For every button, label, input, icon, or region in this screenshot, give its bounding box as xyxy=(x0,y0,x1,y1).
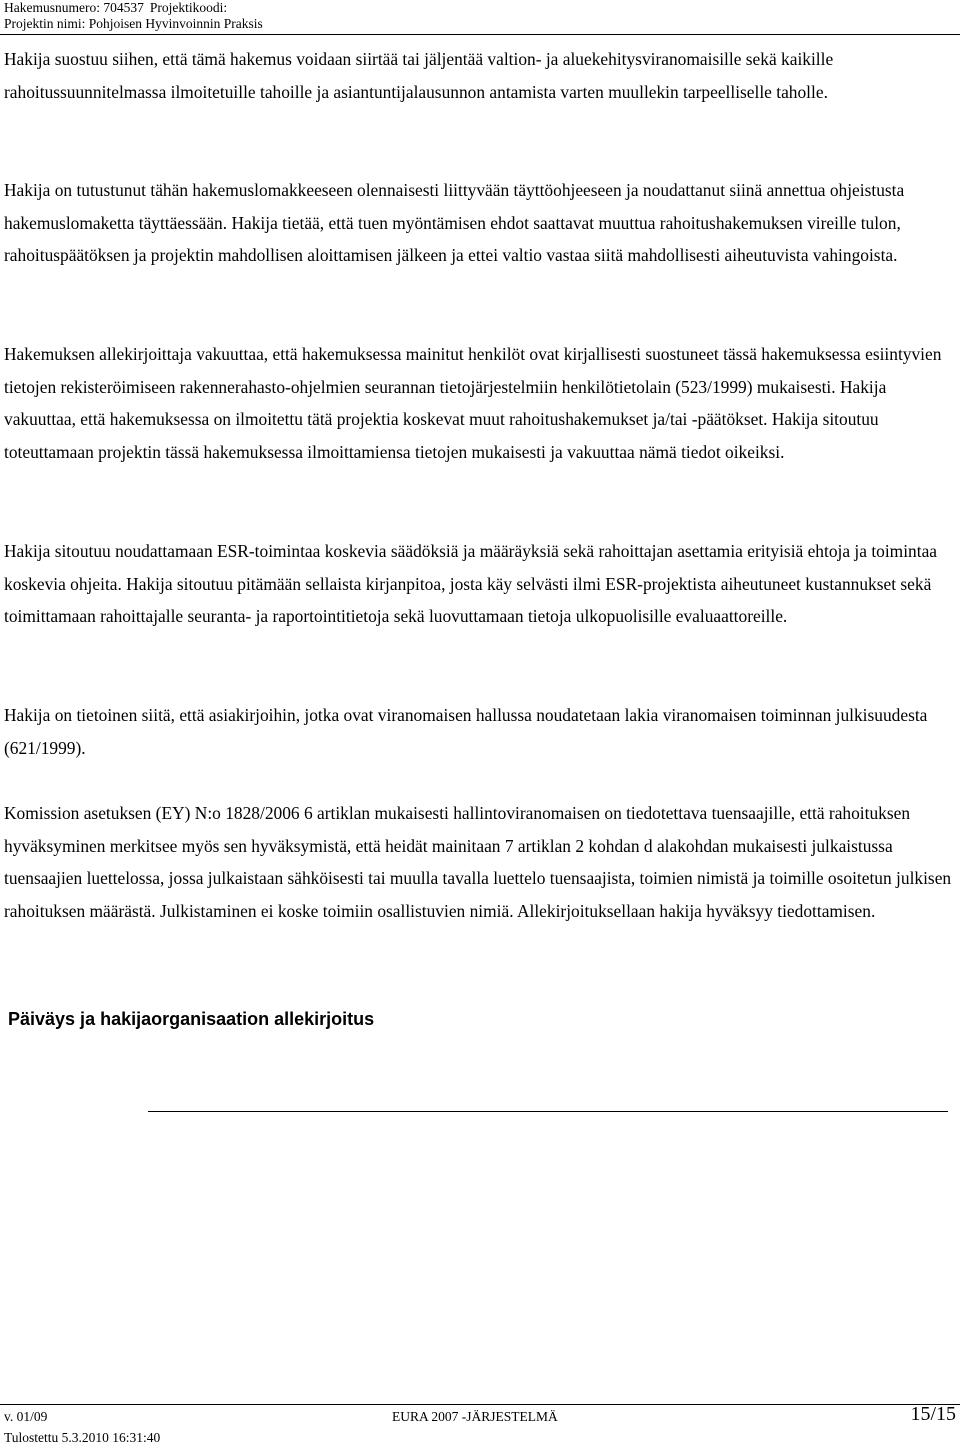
paragraph-commission: Komission asetuksen (EY) N:o 1828/2006 6 artiklan mukaisesti hallintoviranomaisen on tiedotettava tuensaajille, että rahoituksen hyväksyminen merkitsee myös sen hyväksymistä, että heidät mainitaan 7 artiklan 2 kohdan d alakohdan mukaisesti julkaistussa tuensaajien luettelossa, jossa julkaistaan sähköisesti tai muulla tavalla luettelo tuensaajista, toimien nimistä ja toimille osoitetun julkisen rahoituksen määrästä. Julkistaminen ei koske toimiin osallistuvien nimiä. Allekirjoituksellaan hakija hyväksyy tiedottamisen. xyxy=(4,803,952,921)
header-line-1 xyxy=(4,0,263,16)
project-name: Projektin nimi: Pohjoisen Hyvinvoinnin Praksis xyxy=(4,16,263,31)
paragraph-consent: Hakija suostuu siihen, että tämä hakemus voidaan siirtää tai jäljentää valtion- ja aluekehitysviranomaisille sekä kaikille rahoitussuunnitelmassa ilmoitetuille tahoille ja asiantuntijalausunnon antamista varten muullekin tarpeelliselle taholle. xyxy=(4,49,834,102)
signature-heading: Päiväys ja hakijaorganisaation allekirjoitus xyxy=(8,1009,375,1029)
printed-timestamp: Tulostettu 5.3.2010 16:31:40 xyxy=(4,1430,161,1445)
system-name: EURA 2007 -JÄRJESTELMÄ xyxy=(392,1409,558,1424)
form-version: v. 01/09 xyxy=(4,1409,48,1424)
paragraph-esr-rules: Hakija sitoutuu noudattamaan ESR-toimintaa koskevia säädöksiä ja määräyksiä sekä rahoittajan asettamia erityisiä ehtoja ja toimintaa koskevia ohjeita. Hakija sitoutuu pitämään sellaista kirjanpitoa, josta käy selvästi ilmi ESR-projektista aiheutuneet kustannukset sekä toimittamaan rahoittajalle seuranta- ja raportointitietoja sekä luovuttamaan tietoja ulkopuolisille evaluaattoreille. xyxy=(4,541,938,627)
page-footer xyxy=(0,1405,960,1449)
signature-line[interactable] xyxy=(148,1111,948,1112)
page-number: 15/15 xyxy=(910,1403,956,1425)
paragraph-signatory: Hakemuksen allekirjoittaja vakuuttaa, että hakemuksessa mainitut henkilöt ovat kirjallisesti suostuneet tässä hakemuksessa esiintyvien tietojen rekisteröimiseen rakennerahasto-ohjelmien seurannan tietojärjestelmiin henkilötietolain (523/1999) mukaisesti. Hakija vakuuttaa, että hakemuksessa on ilmoitettu tätä projektia koskevat muut rahoitushakemukset ja/tai -päätökset. Hakija sitoutuu toteuttamaan projektin tässä hakemuksessa ilmoittamiensa tietojen mukaisesti ja vakuuttaa nämä tiedot oikeiksi. xyxy=(4,344,942,462)
page-header xyxy=(4,0,263,32)
paragraph-instructions: Hakija on tutustunut tähän hakemuslomakkeeseen olennaisesti liittyvään täyttöohjeeseen ja noudattanut siinä annettua ohjeistusta hakemuslomaketta täyttäessään. Hakija tietää, että tuen myöntämisen ehdot saattavat muuttua rahoitushakemuksen vireille tulon, rahoituspäätöksen ja projektin mahdollisen aloittamisen jälkeen ja ettei valtio vastaa siitä mahdollisesti aiheutuvista vahingoista. xyxy=(4,180,905,266)
header-line-2 xyxy=(4,16,263,32)
project-code: Projektikoodi: xyxy=(149,0,228,15)
application-number: Hakemusnumero: 704537 xyxy=(4,0,144,15)
header-divider xyxy=(0,34,960,35)
paragraph-publicity: Hakija on tietoinen siitä, että asiakirjoihin, jotka ovat viranomaisen hallussa noudatetaan lakia viranomaisen toiminnan julkisuudesta (621/1999). xyxy=(4,705,928,758)
